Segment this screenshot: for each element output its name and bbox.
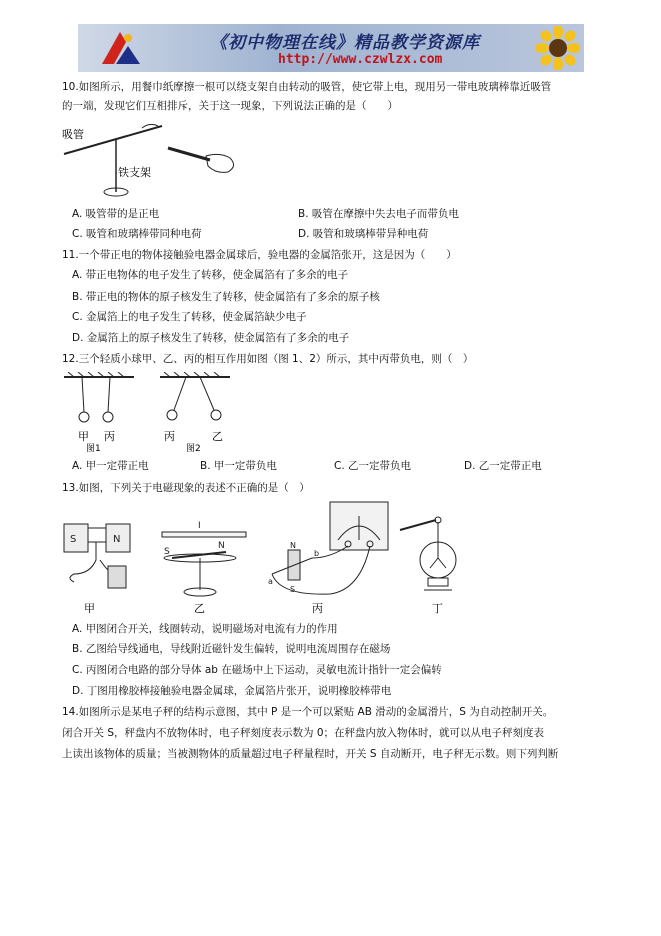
svg-text:N: N	[113, 534, 121, 545]
q13-fig-label-c: 丙	[312, 602, 323, 615]
svg-text:b: b	[314, 549, 320, 558]
q11-stem: 11.一个带正电的物体接触验电器金属球后，验电器的金属箔张开，这是因为（ ）	[62, 249, 457, 261]
q12-fig2-caption: 图2	[186, 444, 201, 452]
q12-figure-1	[64, 372, 144, 452]
q12-option-d: D. 乙一定带正电	[464, 460, 542, 472]
svg-text:S: S	[70, 534, 77, 545]
q10-figure	[60, 122, 250, 200]
q12-fig1-left-label: 甲	[78, 430, 89, 443]
q10-option-a: A. 吸管带的是正电	[72, 208, 160, 220]
q13-fig-label-b: 乙	[194, 602, 205, 615]
q11-option-c: C. 金属箔上的电子发生了转移，使金属箔缺少电子	[72, 311, 307, 323]
svg-text:N: N	[290, 541, 296, 550]
q10-option-d: D. 吸管和玻璃棒带异种电荷	[298, 228, 429, 240]
q10-label-stand: 铁支架	[118, 166, 151, 179]
q12-stem: 12.三个轻质小球甲、乙、丙的相互作用如图（图 1、2）所示，其中丙带负电，则（ ）	[62, 353, 474, 365]
banner-url[interactable]: http://www.czwlzx.com	[278, 52, 443, 67]
q13-fig-a-motor	[64, 524, 130, 588]
header-banner	[78, 24, 584, 72]
q13-fig-b-compass	[162, 521, 246, 596]
q10-stem-line1: 10.如图所示，用餐巾纸摩擦一根可以绕支架自由转动的吸管，使它带上电，现用另一带电玻璃棒靠近吸管	[62, 81, 552, 93]
q11-option-d: D. 金属箔上的原子核发生了转移，使金属箔有了多余的电子	[72, 332, 350, 344]
q13-stem: 13.如图，下列关于电磁现象的表述不正确的是（ ）	[62, 482, 310, 494]
q13-fig-label-a: 甲	[84, 602, 95, 615]
q10-option-b: B. 吸管在摩擦中失去电子而带负电	[298, 208, 459, 220]
q12-fig2-left-label: 丙	[164, 430, 175, 443]
q13-option-c: C. 丙图闭合电路的部分导体 ab 在磁场中上下运动，灵敏电流计指针一定会偏转	[72, 664, 442, 676]
svg-text:S: S	[290, 585, 296, 594]
svg-text:I: I	[198, 521, 201, 531]
q12-figure-2	[160, 372, 240, 452]
q12-option-b: B. 甲一定带负电	[200, 460, 277, 472]
q13-option-d: D. 丁图用橡胶棒接触验电器金属球，金属箔片张开，说明橡胶棒带电	[72, 685, 392, 697]
q13-figure	[60, 500, 530, 618]
q13-option-a: A. 甲图闭合开关，线圈转动，说明磁场对电流有力的作用	[72, 623, 338, 635]
q13-fig-c-galvanometer	[268, 502, 388, 594]
q12-fig2-right-label: 乙	[212, 430, 223, 443]
q13-option-b: B. 乙图给导线通电，导线附近磁针发生偏转，说明电流周围存在磁场	[72, 643, 391, 655]
q12-fig1-right-label: 丙	[104, 430, 115, 443]
q10-label-straw: 吸管	[62, 128, 84, 141]
q10-stem-line2: 的一端，发现它们互相排斥，关于这一现象，下列说法正确的是（ ）	[62, 100, 398, 112]
q12-option-a: A. 甲一定带正电	[72, 460, 149, 472]
svg-text:a: a	[268, 577, 273, 586]
q12-fig1-caption: 图1	[86, 444, 101, 452]
q14-line1: 14.如图所示是某电子秤的结构示意图，其中 P 是一个可以紧贴 AB 滑动的金属滑片，S 为自动控制开关。	[62, 706, 554, 718]
q13-fig-d-electroscope	[400, 517, 456, 590]
q14-line3: 上读出该物体的质量；当被测物体的质量超过电子秤量程时，开关 S 自动断开，电子秤无示数。则下列判断	[62, 748, 559, 760]
svg-text:S: S	[164, 547, 170, 557]
q12-option-c: C. 乙一定带负电	[334, 460, 412, 472]
svg-text:N: N	[218, 541, 225, 551]
q11-option-b: B. 带正电的物体的原子核发生了转移，使金属箔有了多余的原子核	[72, 291, 380, 303]
q14-line2: 闭合开关 S，秤盘内不放物体时，电子秤刻度表示数为 0；在秤盘内放入物体时，就可以从电子秤刻度表	[62, 727, 545, 739]
q10-option-c: C. 吸管和玻璃棒带同种电荷	[72, 228, 202, 240]
banner-title: 《初中物理在线》精品教学资源库	[210, 33, 480, 53]
q11-option-a: A. 带正电物体的电子发生了转移，使金属箔有了多余的电子	[72, 269, 349, 281]
sunflower-icon	[536, 26, 580, 70]
logo-icon	[98, 28, 144, 68]
q13-fig-label-d: 丁	[432, 602, 443, 615]
